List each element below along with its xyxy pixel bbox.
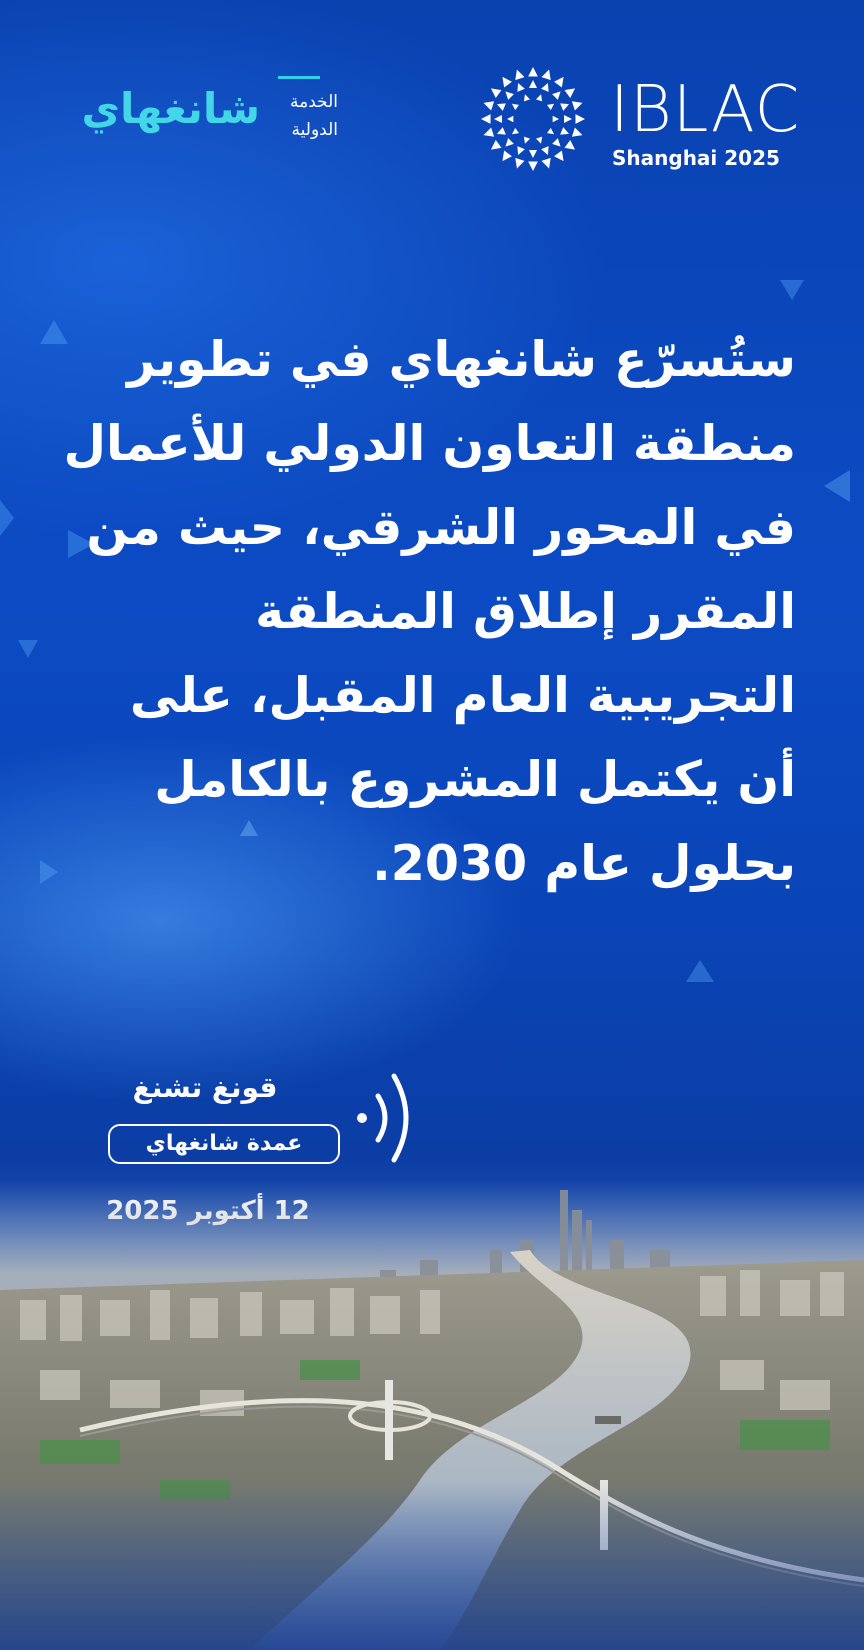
shanghai-skyline-illustration	[0, 1180, 864, 1650]
headline-quote: ستُسرّع شانغهاي في تطوير منطقة التعاون الدولي للأعمال في المحور الشرقي، حيث من المقرر إطلاق المنطقة التجريبية العام المقبل، على أن يكتمل المشروع بالكامل بحلول عام 2030.	[63, 331, 796, 892]
speaker-title-badge	[108, 1124, 340, 1164]
decorative-triangle	[18, 640, 38, 658]
decorative-triangle	[780, 280, 804, 300]
brand-name: شانغهاي	[81, 84, 260, 133]
brand-service-label: الخدمة	[289, 92, 338, 112]
event-logo-wordmark: IBLAC	[610, 73, 801, 147]
decorative-triangle	[824, 470, 850, 502]
decorative-triangle	[40, 860, 58, 884]
event-logo-subtitle: Shanghai 2025	[612, 146, 780, 170]
speaker-title: عمدة شانغهاي	[145, 1131, 303, 1156]
brand-service-label: الدولية	[291, 120, 338, 140]
speaker-name: قونغ تشنغ	[132, 1071, 278, 1104]
brand-accent-line	[278, 76, 320, 79]
decorative-triangle	[686, 960, 714, 982]
ring-of-triangles-icon	[478, 64, 588, 174]
speaker-waves-icon	[352, 1068, 432, 1164]
decorative-triangle	[0, 500, 14, 536]
